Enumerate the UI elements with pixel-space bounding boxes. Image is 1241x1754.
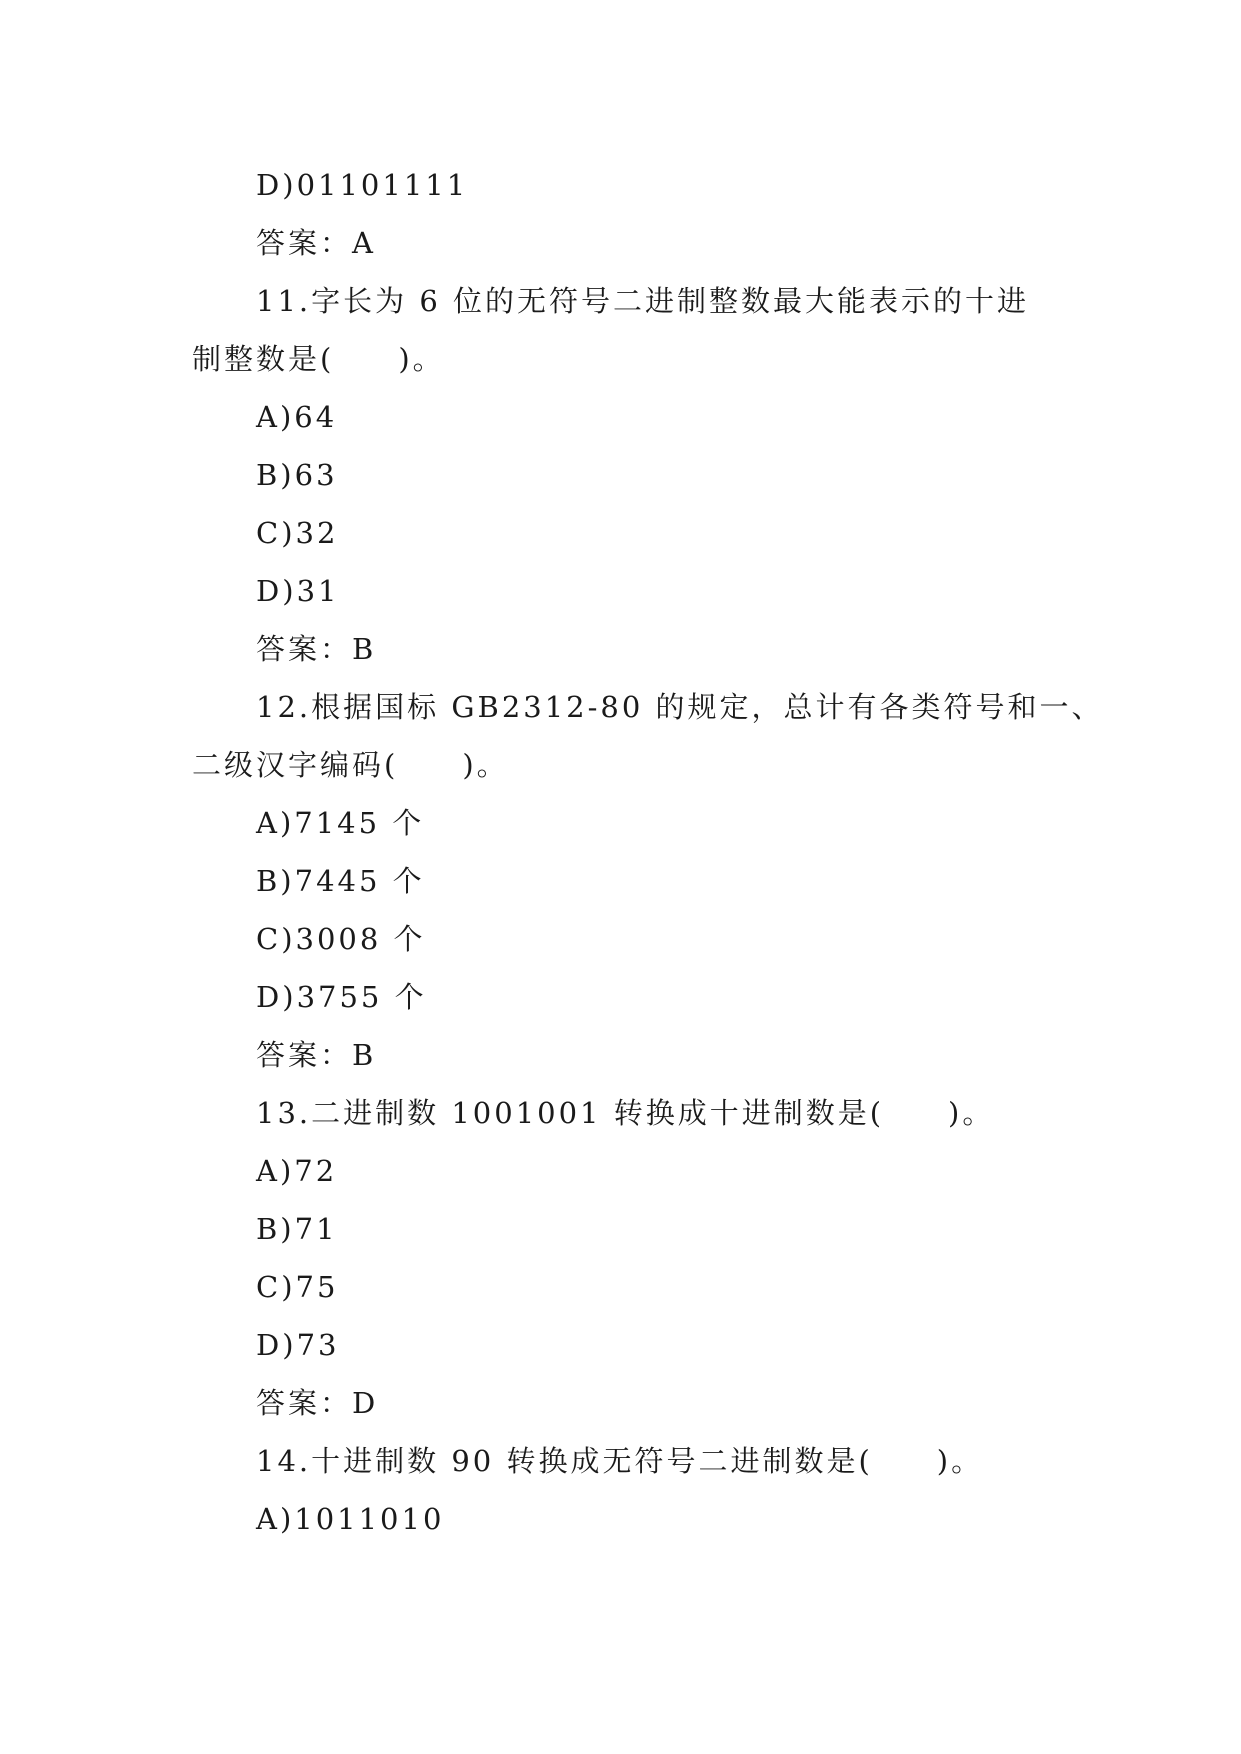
option-11-b: B)63 [256,458,338,492]
option-10-d: D)01101111 [256,168,469,202]
option-11-a: A)64 [256,400,338,434]
option-14-a: A)1011010 [256,1502,445,1536]
question-12: 12.根据国标 GB2312-80 的规定，总计有各类符号和一、 [256,690,1104,724]
option-13-c: C)75 [256,1270,339,1304]
question-12-cont: 二级汉字编码( )。 [192,748,509,782]
question-13: 13.二进制数 1001001 转换成十进制数是( )。 [256,1096,995,1130]
answer-11: 答案：B [256,632,377,666]
option-11-d: D)31 [256,574,340,608]
question-14: 14.十进制数 90 转换成无符号二进制数是( )。 [256,1444,984,1478]
option-13-a: A)72 [256,1154,338,1188]
option-12-a: A)7145 个 [256,806,425,840]
option-13-b: B)71 [256,1212,338,1246]
option-12-b: B)7445 个 [256,864,425,898]
answer-13: 答案：D [256,1386,379,1420]
option-13-d: D)73 [256,1328,340,1362]
question-11-cont: 制整数是( )。 [192,342,445,376]
option-12-d: D)3755 个 [256,980,427,1014]
answer-12: 答案：B [256,1038,377,1072]
option-11-c: C)32 [256,516,339,550]
question-11: 11.字长为 6 位的无符号二进制整数最大能表示的十进 [256,284,1030,318]
answer-10: 答案：A [256,226,376,260]
option-12-c: C)3008 个 [256,922,426,956]
